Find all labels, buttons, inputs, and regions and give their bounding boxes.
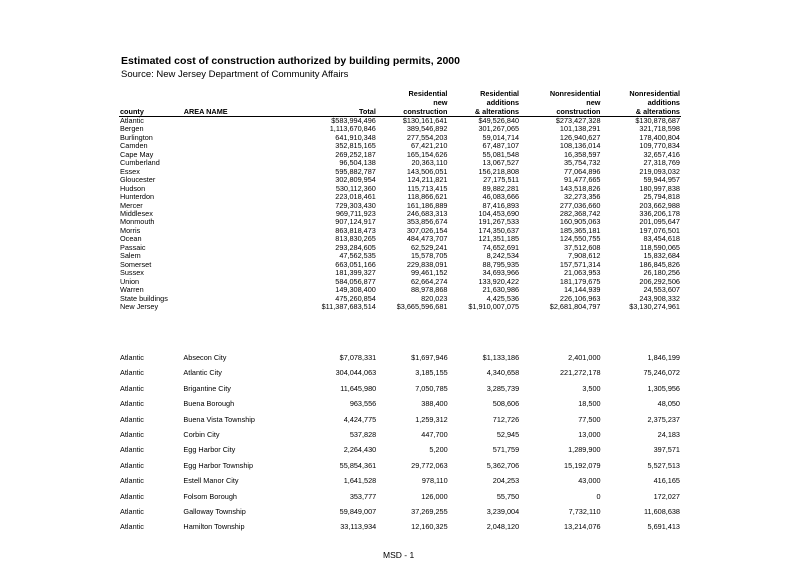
cell-county: Middlesex [120,208,153,218]
cell-county: Morris [120,225,141,235]
cell-value: 2,048,120 [486,522,520,532]
cell-county: Cape May [120,149,154,159]
cell-value: 20,363,110 [411,158,448,168]
cell-area [183,210,294,218]
cell-value: 181,399,327 [335,268,376,278]
cell-value: 12,160,325 [411,522,448,532]
cell-value: 5,691,413 [647,522,680,532]
cell-value: 62,664,274 [410,276,448,286]
cell-value: 5,200 [429,445,448,455]
cell-value: 34,693,966 [482,268,520,278]
cell-value: 77,064,896 [563,166,601,176]
cell-value: 4,425,536 [486,293,520,303]
cell-value: 89,882,281 [482,183,520,193]
cell-value: 2,375,237 [647,414,680,424]
header-line: construction [556,107,601,116]
cell-value: 108,136,014 [559,141,601,151]
cell-value: 388,400 [421,399,448,409]
cell-area: Absecon City [183,353,227,362]
cell-value: 321,718,598 [639,124,680,134]
cell-value: 729,303,430 [335,200,376,210]
cell-county: Atlantic [120,460,144,470]
cell-area: Egg Harbor Township [183,460,254,470]
cell-value: 223,018,461 [335,192,376,202]
cell-value: 571,759 [492,445,520,455]
cell-value: 219,093,032 [639,166,680,176]
cell-value: 3,285,739 [486,383,520,393]
cell-value: $49,526,840 [478,116,520,125]
cell-value: 88,795,935 [482,259,520,269]
table-row [119,504,681,519]
cell-value: 77,500 [578,414,601,424]
cell-county: Atlantic [120,116,144,125]
cell-area [183,176,294,184]
cell-value: 37,512,608 [563,242,601,252]
cell-value: 124,211,821 [407,175,448,185]
cell-area [183,286,294,294]
cell-value: 7,732,110 [568,507,601,517]
cell-value: 149,308,400 [335,285,376,295]
cell-county: Atlantic [120,507,144,517]
cell-county: Somerset [120,259,152,269]
cell-county: Camden [120,141,148,151]
cell-value: 663,051,166 [335,259,376,269]
cell-value: 13,000 [578,430,601,440]
cell-area [183,252,294,260]
cell-value: 62,529,241 [410,242,448,252]
cell-area [183,218,294,226]
cell-area [183,168,294,176]
cell-value: 15,192,079 [564,460,601,470]
col-area-header: AREA NAME [183,107,228,116]
cell-value: 475,260,854 [335,293,376,303]
cell-value: 83,454,618 [643,234,680,244]
table-row [119,396,681,411]
cell-value: 118,866,621 [407,192,448,202]
cell-value: 336,206,178 [639,208,680,218]
cell-value: 269,252,187 [335,149,376,159]
cell-county: Burlington [120,132,153,142]
cell-value: 59,944,957 [643,175,680,185]
cell-area: Galloway Township [183,507,246,517]
cell-value: 24,183 [657,430,680,440]
table-row [119,519,681,534]
cell-value: 55,854,361 [339,460,377,470]
cell-value: 21,063,953 [563,268,601,278]
cell-value: 229,838,091 [406,259,448,269]
municipality-detail-table [119,350,681,535]
cell-value: 27,175,511 [483,175,520,185]
table-row [119,365,681,380]
cell-value: 29,772,063 [411,460,448,470]
cell-value: 15,832,684 [643,251,680,261]
cell-value: 4,340,658 [486,368,520,378]
header-line: & alterations [474,107,520,116]
cell-county: Gloucester [120,175,156,185]
header-line: new [586,98,601,107]
cell-value: 813,830,265 [335,234,376,244]
cell-value: 397,571 [653,445,680,455]
cell-area [183,261,294,269]
cell-area [183,303,294,311]
cell-value: 186,845,826 [639,259,680,269]
cell-area [183,125,294,133]
cell-county: Atlantic [120,399,144,409]
cell-area [183,185,294,193]
cell-value: 143,518,826 [559,183,601,193]
cell-value: 304,044,063 [335,368,377,378]
cell-value: 907,124,917 [335,217,376,227]
cell-value: 165,154,626 [406,149,448,159]
cell-area [183,202,294,210]
cell-value: 115,713,415 [407,183,448,193]
cell-value: 55,750 [496,491,520,501]
cell-county: Atlantic [120,368,144,378]
cell-county: Union [120,276,140,286]
cell-value: 47,562,535 [339,251,376,261]
cell-area: Hamilton Township [183,522,245,532]
cell-county: Ocean [120,234,142,244]
cell-county: Hunterdon [120,192,155,202]
cell-area [183,244,294,252]
cell-area [183,151,294,159]
cell-county: Mercer [120,200,143,210]
cell-value: 243,908,332 [639,293,680,303]
cell-county: Essex [120,166,140,176]
cell-county: Sussex [120,268,144,278]
cell-value: 109,770,834 [639,141,680,151]
cell-value: 13,214,076 [564,522,601,532]
cell-value: $273,427,328 [555,116,601,125]
report-source: Source: New Jersey Department of Community Affairs [121,69,349,80]
cell-area: Atlantic City [183,368,222,378]
cell-county: Cumberland [120,158,160,168]
cell-value: 32,273,356 [563,192,601,202]
cell-value: 0 [596,491,601,501]
cell-value: 26,180,256 [643,268,680,278]
cell-value: 37,269,255 [411,507,448,517]
cell-value: 156,218,808 [478,166,520,176]
cell-value: 1,259,312 [415,414,448,424]
cell-value: 7,908,612 [568,251,601,261]
cell-value: $130,878,687 [635,116,680,125]
cell-value: 353,856,674 [406,217,448,227]
cell-county: Salem [120,251,141,261]
cell-area [183,117,294,126]
cell-county: Warren [120,285,144,295]
cell-value: 277,036,660 [559,200,601,210]
cell-value: $1,910,007,075 [468,301,520,311]
cell-value: 46,083,666 [482,192,520,202]
header-line: new [433,98,448,107]
cell-area: Egg Harbor City [183,445,236,455]
table-row [119,350,681,365]
cell-value: 87,416,893 [482,200,520,210]
cell-value: 48,050 [657,399,680,409]
cell-county: Atlantic [120,522,144,532]
cell-area [183,278,294,286]
report-title: Estimated cost of construction authorized by building permits, 2000 [121,55,460,67]
area-rows [119,350,681,535]
col-res-add-header [448,89,520,117]
cell-value: $3,130,274,961 [629,301,680,311]
county-summary-table [119,89,681,311]
cell-county: Atlantic [120,414,144,424]
cell-value: 537,828 [349,430,377,440]
cell-area: Corbin City [183,430,220,440]
cell-county: Atlantic [120,476,144,486]
cell-value: $583,994,496 [331,116,376,125]
cell-value: 13,067,527 [482,158,520,168]
cell-value: $11,387,683,514 [321,301,376,311]
cell-value: 301,267,065 [478,124,520,134]
cell-value: 126,940,627 [559,132,601,142]
cell-value: 508,606 [492,399,520,409]
cell-value: 5,527,513 [647,460,680,470]
header-line: Residential [408,89,448,98]
cell-county: Monmouth [120,217,155,227]
cell-value: 99,461,152 [410,268,448,278]
cell-county: Atlantic [120,353,144,362]
cell-value: 3,185,155 [415,368,448,378]
cell-value: 21,630,986 [482,285,520,295]
col-nonres-new-header [520,89,601,117]
cell-value: 124,550,755 [559,234,601,244]
cell-value: $1,697,946 [411,353,448,362]
table-row [119,473,681,488]
cell-value: 302,809,954 [335,175,376,185]
cell-value: 352,815,165 [335,141,376,151]
cell-value: 32,657,416 [643,149,680,159]
col-nonres-add-header [602,89,682,117]
cell-area [183,269,294,277]
header-line: additions [647,98,680,107]
cell-value: 174,350,637 [478,225,520,235]
cell-value: 1,846,199 [647,353,680,362]
cell-value: 59,849,007 [339,507,377,517]
cell-value: 133,920,422 [478,276,520,286]
cell-value: 221,272,178 [559,368,601,378]
cell-value: 969,711,923 [335,208,376,218]
cell-area: Buena Borough [183,399,235,409]
table-header-row [119,89,681,117]
cell-value: 595,882,787 [335,166,376,176]
cell-value: 18,500 [578,399,601,409]
cell-value: 14,144,939 [563,285,601,295]
cell-value: 2,264,430 [343,445,377,455]
cell-value: 101,138,291 [559,124,601,134]
cell-value: 282,368,742 [559,208,601,218]
cell-value: 206,292,506 [639,276,680,286]
table-row [119,381,681,396]
cell-value: 143,506,051 [406,166,448,176]
cell-value: 201,095,647 [639,217,680,227]
cell-value: 226,106,963 [559,293,601,303]
cell-value: 67,421,210 [410,141,448,151]
cell-area [183,235,294,243]
table-row [119,458,681,473]
cell-area [183,159,294,167]
col-county-header: county [120,107,144,116]
cell-value: 389,546,892 [406,124,448,134]
cell-county: State buildings [120,293,168,303]
cell-value: 7,050,785 [415,383,448,393]
cell-value: 161,186,889 [406,200,448,210]
header-line: Nonresidential [549,89,601,98]
cell-value: 203,662,988 [639,200,680,210]
cell-value: 33,113,934 [340,522,377,532]
cell-value: 1,289,900 [568,445,601,455]
cell-value: 67,487,107 [482,141,520,151]
cell-value: 172,027 [653,491,680,501]
cell-value: 416,165 [653,476,680,486]
table-row [119,442,681,457]
cell-value: 3,239,004 [486,507,520,517]
cell-area [183,134,294,142]
table-row [119,303,681,311]
cell-value: 191,267,533 [478,217,520,227]
cell-value: 59,014,714 [482,132,520,142]
cell-value: 530,112,360 [335,183,376,193]
cell-value: $3,665,596,681 [396,301,448,311]
cell-county: Passaic [120,242,146,252]
cell-value: 820,023 [421,293,448,303]
cell-value: 185,365,181 [559,225,601,235]
cell-county: Bergen [120,124,144,134]
col-total-header: Total [358,107,376,116]
cell-area: Folsom Borough [183,491,237,501]
header-line: Residential [480,89,520,98]
cell-value: 197,076,501 [639,225,680,235]
cell-value: $7,078,331 [339,353,377,362]
cell-area [183,227,294,235]
cell-county: Atlantic [120,491,144,501]
cell-value: 25,794,818 [643,192,680,202]
table-row [119,427,681,442]
cell-county: New Jersey [120,301,159,311]
cell-value: 204,253 [492,476,520,486]
cell-value: 484,473,707 [406,234,448,244]
cell-value: 1,305,956 [647,383,680,393]
cell-value: 52,945 [496,430,520,440]
cell-area [183,193,294,201]
header-line: construction [403,107,448,116]
cell-value: 1,113,670,846 [329,124,376,134]
cell-value: 55,081,548 [482,149,520,159]
header-line: Nonresidential [629,89,680,98]
cell-value: 447,700 [421,430,448,440]
cell-value: 15,578,705 [410,251,448,261]
cell-value: 11,645,980 [340,383,377,393]
cell-value: 2,401,000 [568,353,601,362]
header-line: additions [486,98,520,107]
cell-value: 180,997,838 [639,183,680,193]
cell-area [183,295,294,303]
table-row [119,489,681,504]
cell-value: 27,318,769 [643,158,680,168]
cell-value: 1,641,528 [343,476,377,486]
cell-county: Atlantic [120,430,144,440]
cell-value: 307,026,154 [406,225,448,235]
cell-area: Brigantine City [183,383,231,393]
cell-county: Atlantic [120,445,144,455]
cell-value: 641,910,348 [335,132,376,142]
cell-value: 104,453,690 [478,208,520,218]
cell-value: 181,179,675 [559,276,601,286]
cell-value: 8,242,534 [486,251,520,261]
cell-value: 11,608,638 [644,507,680,517]
cell-value: 4,424,775 [343,414,377,424]
cell-value: 24,553,607 [643,285,680,295]
cell-value: 88,978,868 [410,285,448,295]
cell-value: 118,590,065 [639,242,680,252]
cell-area [183,142,294,150]
cell-value: $1,133,186 [482,353,520,362]
cell-value: 978,110 [421,476,448,486]
cell-county: Atlantic [120,383,144,393]
cell-value: 91,477,665 [563,175,601,185]
cell-value: 16,358,597 [563,149,601,159]
cell-value: 157,571,314 [559,259,601,269]
cell-county: Hudson [120,183,146,193]
cell-value: 178,400,804 [639,132,680,142]
cell-value: 584,056,877 [335,276,376,286]
cell-value: 43,000 [578,476,601,486]
county-rows [119,117,681,312]
cell-value: 293,284,605 [335,242,376,252]
cell-value: 35,754,732 [563,158,601,168]
cell-area: Buena Vista Township [183,414,255,424]
cell-value: 126,000 [421,491,448,501]
cell-value: 96,504,138 [339,158,376,168]
header-line: & alterations [635,107,680,116]
cell-value: 712,726 [492,414,520,424]
cell-value: 75,246,072 [643,368,680,378]
cell-value: 353,777 [349,491,377,501]
cell-area: Estell Manor City [183,476,239,486]
cell-value: 160,905,063 [559,217,601,227]
cell-value: 246,683,313 [406,208,448,218]
cell-value: 963,556 [349,399,377,409]
cell-value: $130,161,641 [402,116,448,125]
cell-value: 74,652,691 [482,242,520,252]
cell-value: 863,818,473 [335,225,376,235]
page-footer: MSD - 1 [383,550,415,560]
cell-value: 5,362,706 [486,460,520,470]
cell-value: 277,554,203 [406,132,448,142]
cell-value: 121,351,185 [478,234,520,244]
cell-value: $2,681,804,797 [549,301,601,311]
table-row [119,412,681,427]
cell-value: 3,500 [582,383,601,393]
col-res-new-header [377,89,449,117]
